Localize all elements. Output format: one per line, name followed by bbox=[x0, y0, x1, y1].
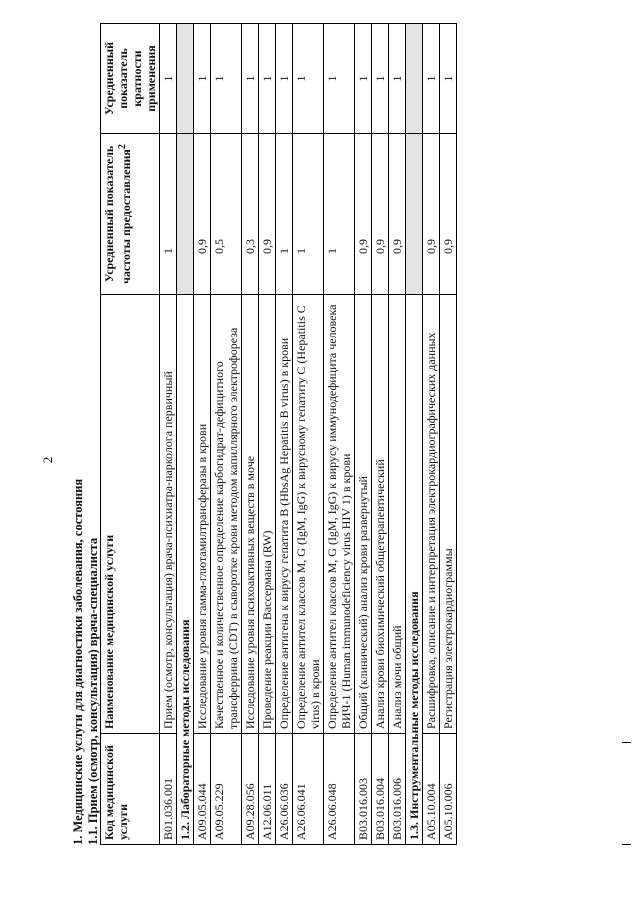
frequency-value: 0,9 bbox=[259, 134, 276, 295]
table-row bbox=[423, 24, 440, 845]
service-name: Прием (осмотр, консультация) врача-психиатра-нарколога первичный bbox=[160, 295, 177, 734]
frequency-value: 1 bbox=[293, 134, 324, 295]
multiplicity-value: 1 bbox=[160, 24, 177, 134]
section-empty-cell bbox=[406, 134, 423, 295]
multiplicity-value: 1 bbox=[389, 24, 406, 134]
service-name: Исследование уровня гамма-глютамилтрансферазы в крови bbox=[194, 295, 211, 734]
table-row bbox=[324, 24, 355, 845]
frequency-value: 0,9 bbox=[440, 134, 457, 295]
section-empty-cell bbox=[177, 24, 194, 134]
frequency-value: 0,9 bbox=[389, 134, 406, 295]
service-name: Определение антигена к вирусу гепатита B (HbsAg Hepatitis B virus) в крови bbox=[276, 295, 293, 734]
multiplicity-value: 1 bbox=[372, 24, 389, 134]
service-name: Проведение реакции Вассермана (RW) bbox=[259, 295, 276, 734]
service-name: Определение антител классов M, G (IgM, IgG) к вирусу иммунодефицита человека ВИЧ-1 (Human immunodeficiency virus HIV 1) в крови bbox=[324, 295, 355, 734]
table-row bbox=[389, 24, 406, 845]
frequency-value: 0,3 bbox=[242, 134, 259, 295]
table-body bbox=[160, 24, 457, 845]
table-row bbox=[355, 24, 372, 845]
section-empty-cell bbox=[177, 134, 194, 295]
frequency-value: 1 bbox=[276, 134, 293, 295]
service-name: Анализ мочи общий bbox=[389, 295, 406, 734]
service-name: Анализ крови биохимический общетерапевтический bbox=[372, 295, 389, 734]
table-row bbox=[440, 24, 457, 845]
service-code: A12.06.011 bbox=[259, 734, 276, 845]
table-row bbox=[194, 24, 211, 845]
subsection-heading: 1.1. Прием (осмотр, консультация) врача-специалиста bbox=[86, 537, 100, 845]
frequency-value: 0,9 bbox=[355, 134, 372, 295]
multiplicity-value: 1 bbox=[324, 24, 355, 134]
service-code: A05.10.004 bbox=[423, 734, 440, 845]
frequency-value: 0,5 bbox=[211, 134, 242, 295]
next-page-row-stub bbox=[622, 705, 631, 845]
frequency-value: 0,9 bbox=[423, 134, 440, 295]
service-code: B03.016.003 bbox=[355, 734, 372, 845]
rotated-content bbox=[71, 41, 631, 845]
service-name: Качественное и количественное определение карбогидрат-дефицитного трансферрина (CDT) в сыворотке крови методом капиллярного электрофореза bbox=[211, 295, 242, 734]
service-name: Регистрация электрокардиограммы bbox=[440, 295, 457, 734]
table-row bbox=[211, 24, 242, 845]
multiplicity-value: 1 bbox=[355, 24, 372, 134]
footnote-mark: 2 bbox=[117, 144, 128, 150]
frequency-value: 0,9 bbox=[194, 134, 211, 295]
multiplicity-value: 1 bbox=[259, 24, 276, 134]
service-code: B03.016.004 bbox=[372, 734, 389, 845]
column-header-name: Наименование медицинской услуги bbox=[101, 295, 160, 734]
service-code: A09.28.056 bbox=[242, 734, 259, 845]
service-code: A09.05.044 bbox=[194, 734, 211, 845]
multiplicity-value: 1 bbox=[423, 24, 440, 134]
frequency-value: 1 bbox=[324, 134, 355, 295]
table-row bbox=[259, 24, 276, 845]
service-name: Общий (клинический) анализ крови развернутый bbox=[355, 295, 372, 734]
table-row bbox=[372, 24, 389, 845]
table-section-row bbox=[406, 24, 423, 845]
service-name: Расшифровка, описание и интерпретация электрокардиографических данных bbox=[423, 295, 440, 734]
page-number: 2 bbox=[40, 456, 55, 464]
column-header-code: Код медицинской услуги bbox=[101, 734, 160, 845]
multiplicity-value: 1 bbox=[276, 24, 293, 134]
section-title: 1.3. Инструментальные методы исследования bbox=[406, 295, 423, 845]
multiplicity-value: 1 bbox=[440, 24, 457, 134]
service-code: B01.036.001 bbox=[160, 734, 177, 845]
service-code: A26.06.036 bbox=[276, 734, 293, 845]
service-code: A05.10.006 bbox=[440, 734, 457, 845]
frequency-value: 1 bbox=[160, 134, 177, 295]
table-row bbox=[160, 24, 177, 845]
services-table bbox=[100, 23, 457, 845]
multiplicity-value: 1 bbox=[211, 24, 242, 134]
service-code: A09.05.229 bbox=[211, 734, 242, 845]
multiplicity-value: 1 bbox=[194, 24, 211, 134]
section-heading: 1. Медицинские услуги для диагностики заболевания, состояния bbox=[71, 478, 85, 845]
service-code: B03.016.006 bbox=[389, 734, 406, 845]
section-empty-cell bbox=[406, 24, 423, 134]
multiplicity-value: 1 bbox=[293, 24, 324, 134]
table-section-row bbox=[177, 24, 194, 845]
table-row bbox=[242, 24, 259, 845]
table-row bbox=[293, 24, 324, 845]
service-name: Определение антител классов M, G (IgM, IgG) к вирусному гепатиту C (Hepatitis C virus) в крови bbox=[293, 295, 324, 734]
service-code: A26.06.048 bbox=[324, 734, 355, 845]
table-row bbox=[276, 24, 293, 845]
section-title: 1.2. Лабораторные методы исследования bbox=[177, 295, 194, 845]
multiplicity-value: 1 bbox=[242, 24, 259, 134]
service-code: A26.06.041 bbox=[293, 734, 324, 845]
column-header-multiplicity: Усредненный показатель кратности применения bbox=[101, 24, 160, 134]
column-header-frequency-label: Усредненный показатель частоты предоставления bbox=[102, 145, 133, 284]
frequency-value: 0,9 bbox=[372, 134, 389, 295]
table-header-row bbox=[101, 24, 160, 845]
column-header-frequency bbox=[101, 134, 160, 295]
service-name: Исследование уровня психоактивных веществ в моче bbox=[242, 295, 259, 734]
